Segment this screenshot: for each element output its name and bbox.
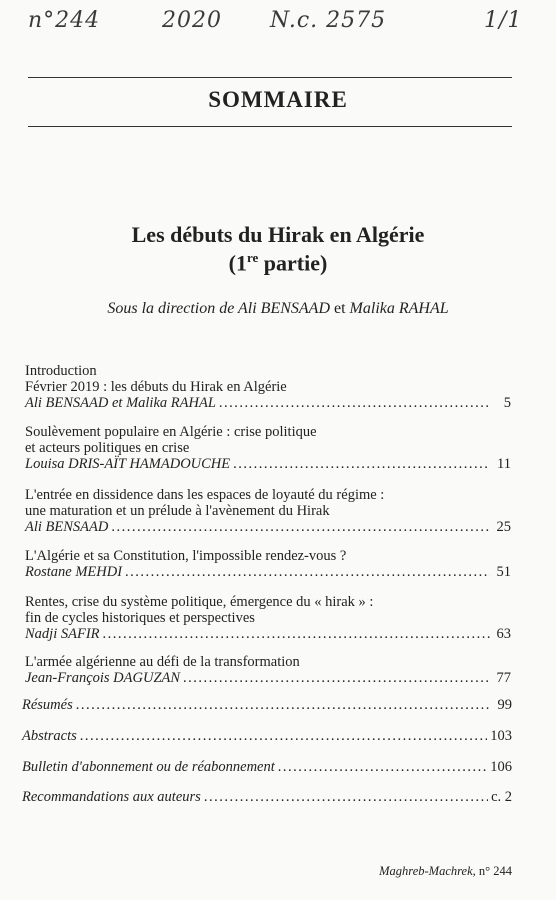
toc-extra-entry [22,789,512,805]
issue-title-line1: Les débuts du Hirak en Algérie [131,222,425,247]
toc-entry-author-row [25,519,511,535]
leader-dots [76,697,491,713]
toc-entry-title-line: Introduction [25,363,97,379]
toc-author: Rostane MEHDI [25,564,123,580]
toc-entry-title-line: Soulèvement populaire en Algérie : crise politique [25,424,317,440]
toc-entry-title-line: L'entrée en dissidence dans les espaces de loyauté du régime : [25,487,385,503]
toc-entry [25,363,511,411]
toc-entry-author-row [25,626,511,642]
leader-dots [103,626,490,642]
toc-entry-title-line: L'Algérie et sa Constitution, l'impossible rendez-vous ? [25,548,347,564]
handwritten-year: 2020 [162,8,222,33]
handwritten-issue-number: n°244 [28,8,101,33]
title-rule [28,126,512,127]
toc-page-number: 103 [490,728,512,744]
toc-entry-author-row [25,670,511,686]
toc-page-number: 63 [496,626,511,642]
toc-page-number: c. 2 [491,789,512,805]
toc-page-number: 25 [496,519,511,535]
toc-entry [25,594,511,642]
toc-author: Ali BENSAAD et Malika RAHAL [25,395,216,411]
toc-entry-title-line: L'armée algérienne au défi de la transformation [25,654,300,670]
toc-entry-author-row [25,564,511,580]
issue-title-line2: (1re partie) [228,250,328,276]
toc-extra-entry [22,697,512,713]
leader-dots [183,670,490,686]
toc-extra-label: Abstracts [22,728,77,744]
toc-extra-label: Bulletin d'abonnement ou de réabonnement [22,759,275,775]
leader-dots [111,519,490,535]
leader-dots [233,456,490,472]
toc-extra-label: Recommandations aux auteurs [22,789,201,805]
toc-extra-row [22,728,512,744]
toc-extra-entry [22,759,512,775]
toc-page-number: 106 [490,759,512,775]
leader-dots [80,728,487,744]
toc-entry-title-line: Février 2019 : les débuts du Hirak en Algérie [25,379,287,395]
toc-page-number: 5 [503,395,511,411]
leader-dots [204,789,488,805]
toc-author: Louisa DRIS-AÏT HAMADOUCHE [25,456,231,472]
toc-page-number: 77 [496,670,511,686]
top-rule [28,77,512,78]
toc-page-number: 99 [497,697,512,713]
toc-extra-label: Résumés [22,697,73,713]
page-title: SOMMAIRE [208,87,348,112]
toc-entry [25,548,511,580]
toc-entry-author-row [25,456,511,472]
toc-entry-title-line: Rentes, crise du système politique, émergence du « hirak » : [25,594,374,610]
leader-dots [125,564,490,580]
toc-extra-row [22,789,512,805]
handwritten-page-count: 1/1 [484,8,523,33]
toc-entry-title-line: une maturation et un prélude à l'avènement du Hirak [25,503,330,519]
toc-entry-title-line: et acteurs politiques en crise [25,440,190,456]
toc-page-number: 11 [497,456,511,472]
leader-dots [219,395,490,411]
editors-line: Sous la direction de Ali BENSAAD et Malika RAHAL [107,300,449,317]
toc-extra-entry [22,728,512,744]
leader-dots [278,759,487,775]
toc-entry [25,654,511,686]
toc-extra-row [22,697,512,713]
journal-footer: Maghreb-Machrek, n° 244 [379,864,512,878]
handwritten-reference: N.c. 2575 [270,8,387,33]
toc-entry-title-line: fin de cycles historiques et perspectives [25,610,255,626]
toc-author: Ali BENSAAD [25,519,109,535]
toc-extra-row [22,759,512,775]
toc-entry [25,487,511,535]
toc-page-number: 51 [496,564,511,580]
toc-author: Nadji SAFIR [25,626,100,642]
toc-entry-author-row [25,395,511,411]
toc-entry [25,424,511,472]
toc-author: Jean-François DAGUZAN [25,670,181,686]
